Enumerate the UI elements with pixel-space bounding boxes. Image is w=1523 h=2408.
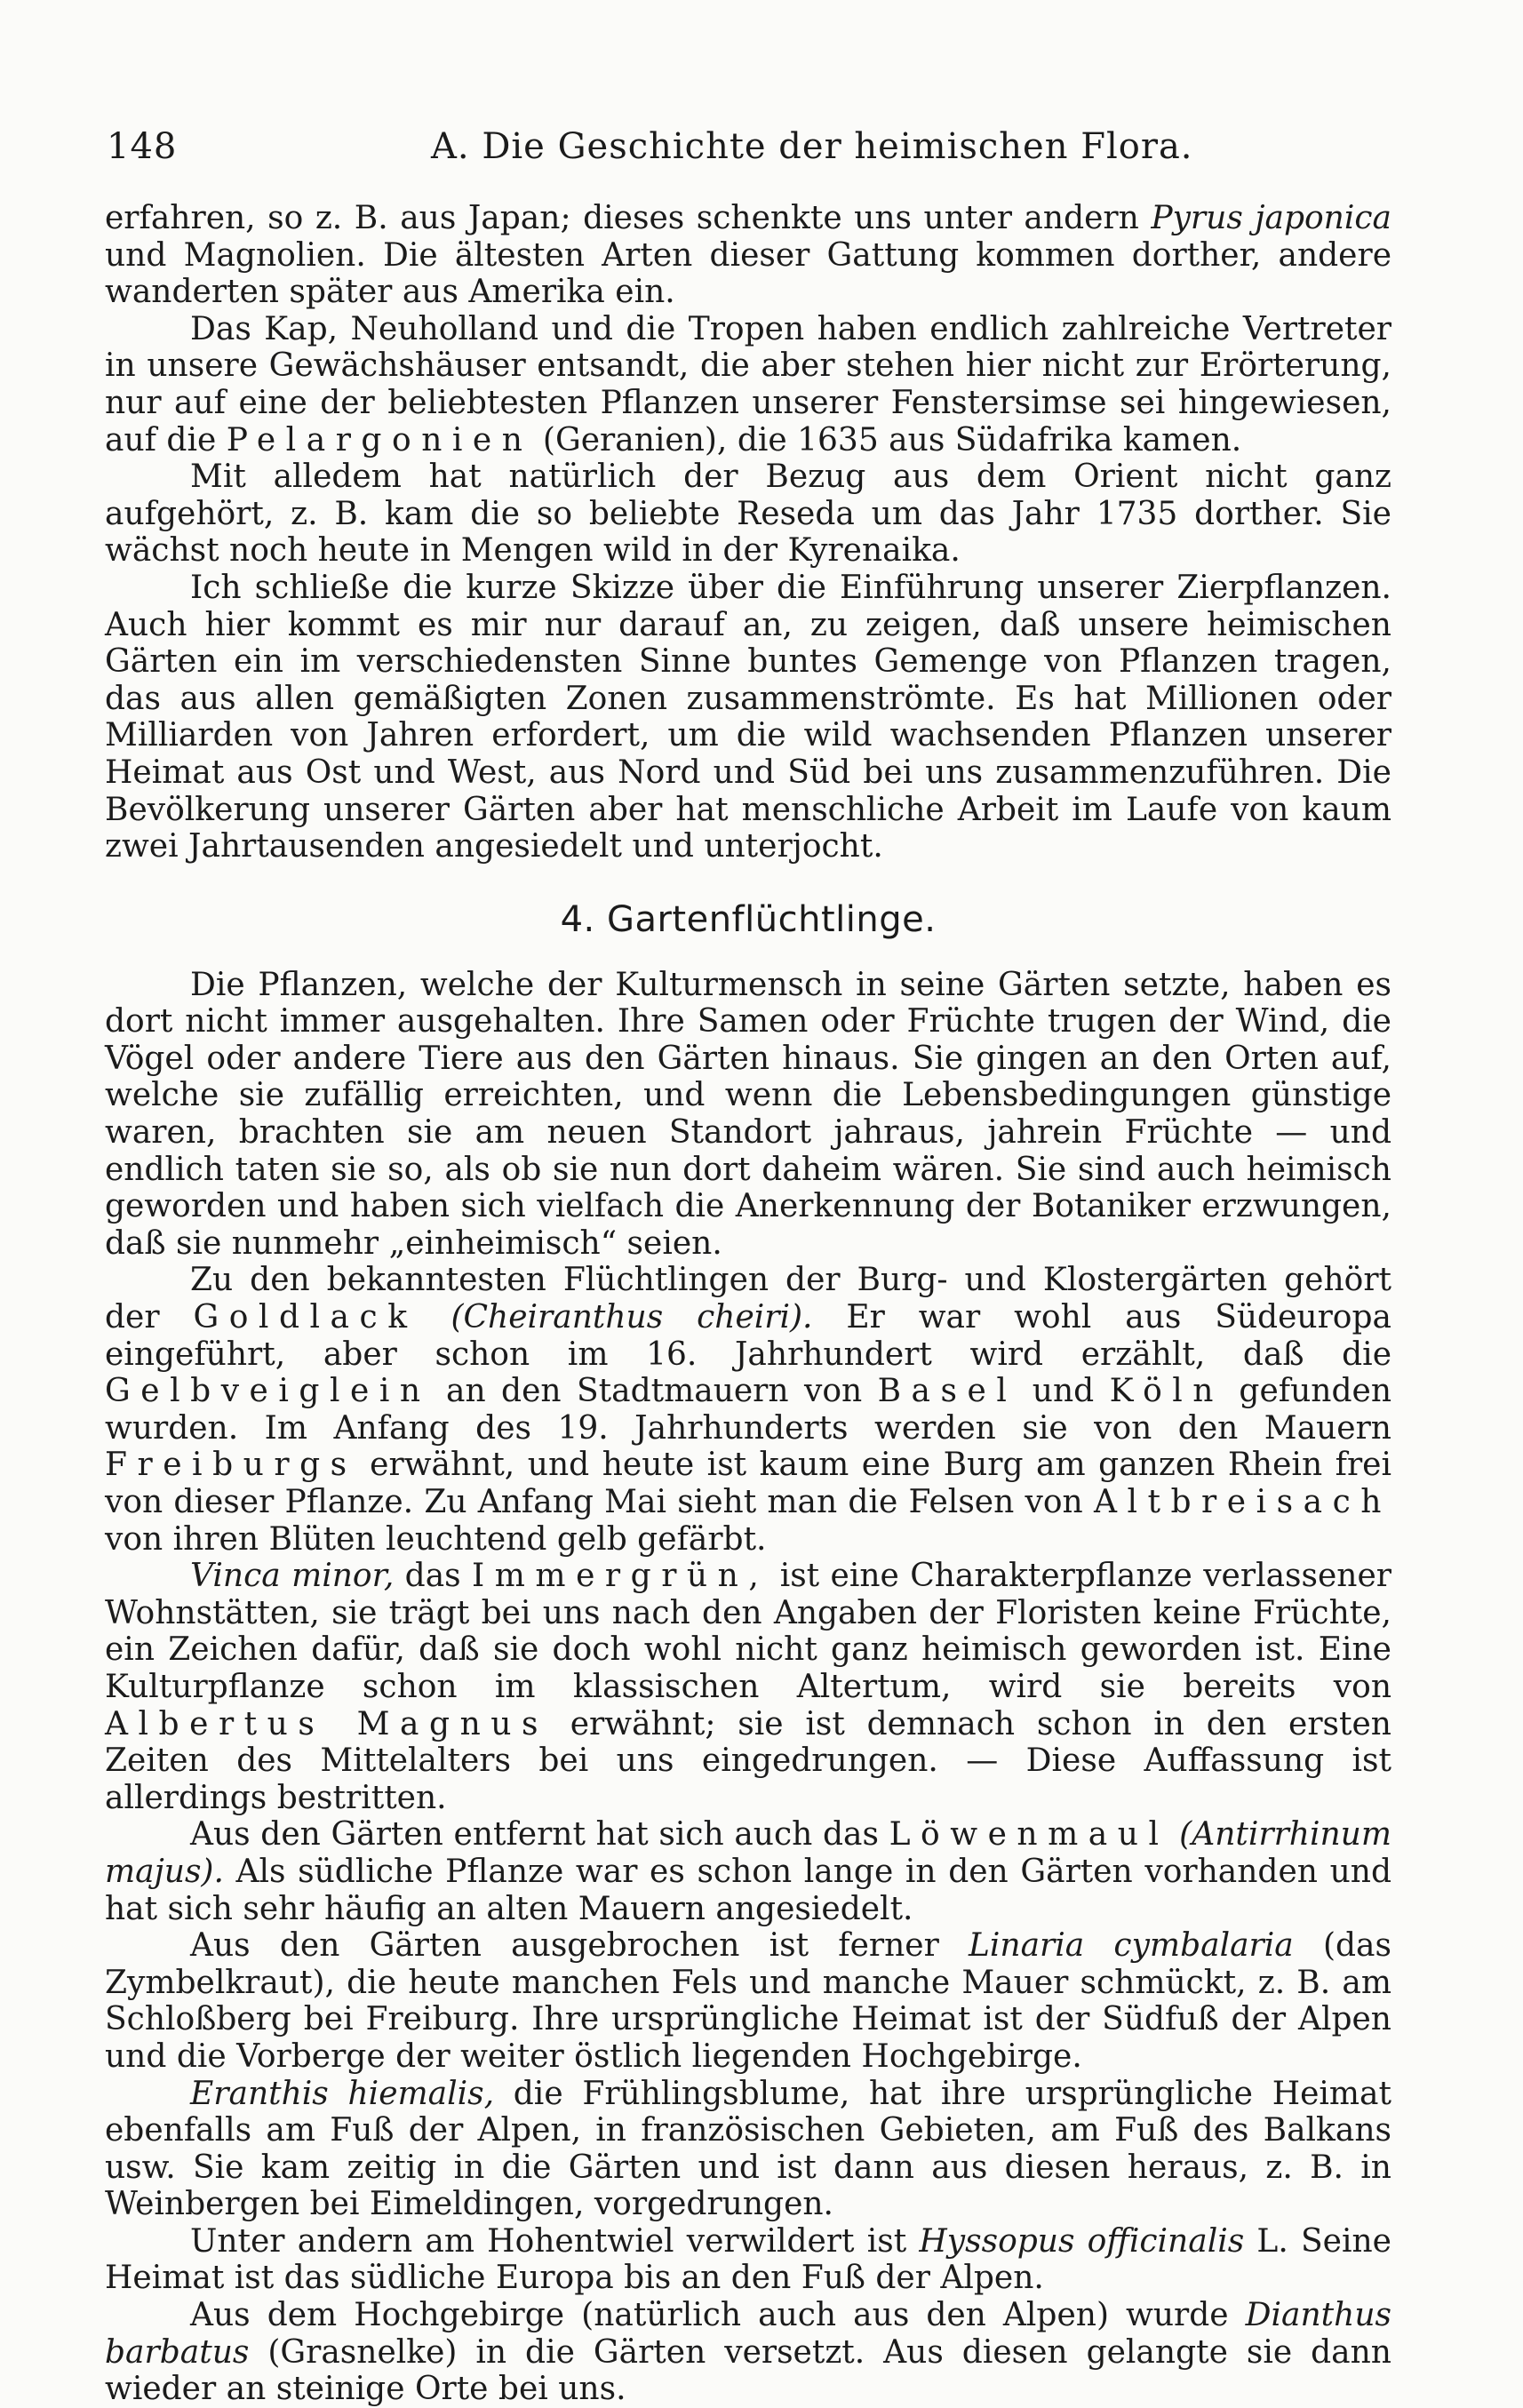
species-name: Pyrus japonica bbox=[1151, 200, 1391, 236]
text-run bbox=[1169, 1816, 1180, 1853]
species-name: Vinca minor, bbox=[190, 1558, 395, 1595]
species-name: Dianthus barbatus bbox=[105, 2297, 1391, 2371]
text-run: von ihren Blüten leuchtend gelb gefärbt. bbox=[105, 1520, 767, 1558]
paragraph-12 bbox=[105, 2297, 1391, 2408]
text-run: die Frühlingsblume, hat ihre ursprüngliche Heimat ebenfalls am Fuß der Alpen, in französischen Gebieten, am Fuß des Balkans usw. Sie kam zeitig in die Gärten und ist dann aus diesen heraus, z. B. in Weinbergen bei Eimeldingen, vorgedrungen. bbox=[105, 2075, 1391, 2223]
text-run: das bbox=[394, 1558, 473, 1595]
text-run: erwähnt; sie ist demnach schon in den ersten Zeiten des Mittelalters bei uns eingedrungen. — Diese Auffassung ist allerdings bestritten. bbox=[105, 1705, 1391, 1816]
text-run: und bbox=[1017, 1373, 1110, 1410]
emphasized-name: Basel bbox=[877, 1373, 1017, 1410]
emphasized-name: Goldlack bbox=[193, 1299, 418, 1336]
species-name: (Cheiranthus cheiri). bbox=[451, 1299, 813, 1336]
text-run: erfahren, so z. B. aus Japan; dieses schenkte uns unter andern bbox=[105, 200, 1152, 236]
text-run: Zu den bekanntesten Flüchtlingen der Burg- und Klostergärten gehört der bbox=[105, 1262, 1391, 1336]
species-name: Eranthis hiemalis, bbox=[190, 2075, 495, 2112]
paragraph-11 bbox=[105, 2223, 1391, 2297]
text-run: Unter andern am Hohentwiel verwildert ist bbox=[190, 2222, 920, 2260]
page-number: 148 bbox=[107, 126, 178, 167]
paragraph-3: Mit alledem hat natürlich der Bezug aus dem Orient nicht ganz aufgehört, z. B. kam die so beliebte Reseda um das Jahr 1735 dorther. Sie wächst noch heute in Mengen wild in der Kyrenaika. bbox=[105, 458, 1391, 570]
text-run: Aus dem Hochgebirge (natürlich auch aus den Alpen) wurde bbox=[190, 2297, 1246, 2334]
text-run: Als südliche Pflanze war es schon lange in den Gärten vorhanden und hat sich sehr häufig an alten Mauern angesiedelt. bbox=[105, 1853, 1391, 1927]
text-run: Aus den Gärten ausgebrochen ist ferner bbox=[190, 1927, 969, 1965]
text-run: an den Stadtmauern von bbox=[430, 1373, 878, 1410]
emphasized-name: Köln bbox=[1109, 1373, 1224, 1410]
text-run: L. Seine Heimat ist das südliche Europa bis an den Fuß der Alpen. bbox=[105, 2222, 1391, 2297]
text-run: und Magnolien. Die ältesten Arten dieser Gattung kommen dorther, andere wanderten später aus Amerika ein. bbox=[105, 236, 1391, 311]
paragraph-1 bbox=[105, 200, 1391, 311]
emphasized-name: Albertus Magnus bbox=[105, 1705, 548, 1742]
text-run: (das Zymbelkraut), die heute manchen Fels und manche Mauer schmückt, z. B. am Schloßberg bei Freiburg. Ihre ursprüngliche Heimat ist der Südfuß der Alpen und die Vorberge der weiter östlich liegenden Hochgebirge. bbox=[105, 1927, 1391, 2075]
text-run bbox=[418, 1299, 451, 1336]
page-header bbox=[107, 120, 1404, 173]
paragraph-10 bbox=[105, 2076, 1391, 2223]
species-name: Hyssopus officinalis bbox=[919, 2222, 1245, 2260]
paragraph-8 bbox=[105, 1816, 1391, 1927]
text-run: Das Kap, Neuholland und die Tropen haben endlich zahlreiche Vertreter in unsere Gewächshäuser entsandt, die aber stehen hier nicht zur Erörterung, nur auf eine der beliebtesten Pflanzen unserer Fenstersimse sei hingewiesen, auf die bbox=[105, 310, 1391, 458]
emphasized-name: Gelbveiglein bbox=[105, 1373, 431, 1410]
text-run: (Grasnelke) in die Gärten versetzt. Aus diesen gelangte sie dann wieder an steinige Orte bei uns. bbox=[105, 2333, 1391, 2408]
paragraph-9 bbox=[105, 1927, 1391, 2075]
text-run: Er war wohl aus Südeuropa eingeführt, aber schon im 16. Jahrhundert wird erzählt, daß die bbox=[105, 1299, 1391, 1373]
page-body bbox=[105, 200, 1391, 2408]
emphasized-name: Immergrün, bbox=[472, 1558, 769, 1595]
section-heading: 4. Gartenflüchtlinge. bbox=[560, 898, 937, 940]
emphasized-name: Freiburgs bbox=[105, 1447, 357, 1484]
species-name: Linaria cymbalaria bbox=[968, 1927, 1294, 1965]
paragraph-5: Die Pflanzen, welche der Kulturmensch in seine Gärten setzte, haben es dort nicht immer ausgehalten. Ihre Samen oder Früchte trugen der Wind, die Vögel oder andere Tiere aus den Gärten hinaus. Sie gingen an den Orten auf, welche sie zufällig erreichten, und wenn die Lebensbedingungen günstige waren, brachten sie am neuen Standort jahraus, jahrein Früchte — und endlich taten sie so, als ob sie nun dort daheim wären. Sie sind auch heimisch geworden und haben sich vielfach die Anerkennung der Botaniker erzwungen, daß sie nunmehr „einheimisch“ seien. bbox=[105, 966, 1391, 1262]
text-run: gefunden wurden. Im Anfang des 19. Jahrhunderts werden sie von den Mauern bbox=[105, 1373, 1391, 1447]
paragraph-2 bbox=[105, 311, 1391, 458]
text-run: (Geranien), die 1635 aus Südafrika kamen. bbox=[532, 421, 1242, 458]
paragraph-6 bbox=[105, 1262, 1391, 1558]
paragraph-7 bbox=[105, 1558, 1391, 1816]
emphasized-name: Löwenmaul bbox=[889, 1816, 1169, 1854]
text-run: Aus den Gärten entfernt hat sich auch das bbox=[190, 1816, 889, 1854]
paragraph-4: Ich schließe die kurze Skizze über die Einführung unserer Zierpflanzen. Auch hier kommt es mir nur darauf an, zu zeigen, daß unsere heimischen Gärten ein im verschiedensten Sinne buntes Gemenge von Pflanzen tragen, das aus allen gemäßigten Zonen zusammenströmte. Es hat Millionen oder Milliarden von Jahren erfordert, um die wild wachsenden Pflanzen unserer Heimat aus Ost und West, aus Nord und Süd bei uns zusammenzuführen. Die Bevölkerung unserer Gärten aber hat menschliche Arbeit im Laufe von kaum zwei Jahrtausenden angesiedelt und unterjocht. bbox=[105, 569, 1391, 865]
text-run: ist eine Charakterpflanze verlassener Wohnstätten, sie trägt bei uns nach den Angaben der Floristen keine Früchte, ein Zeichen dafür, daß sie doch wohl nicht ganz heimisch geworden ist. Eine Kulturpflanze schon im klassischen Altertum, wird sie bereits von bbox=[105, 1558, 1391, 1705]
text-run: erwähnt, und heute ist kaum eine Burg am ganzen Rhein frei von dieser Pflanze. Zu Anfang Mai sieht man die Felsen von bbox=[105, 1447, 1391, 1520]
species-name: (Antirrhinum majus). bbox=[105, 1816, 1391, 1890]
running-head: A. Die Geschichte der heimischen Flora. bbox=[431, 126, 1193, 167]
emphasized-name: Pelargonien bbox=[226, 421, 533, 458]
emphasized-name: Altbreisach bbox=[1093, 1484, 1391, 1520]
